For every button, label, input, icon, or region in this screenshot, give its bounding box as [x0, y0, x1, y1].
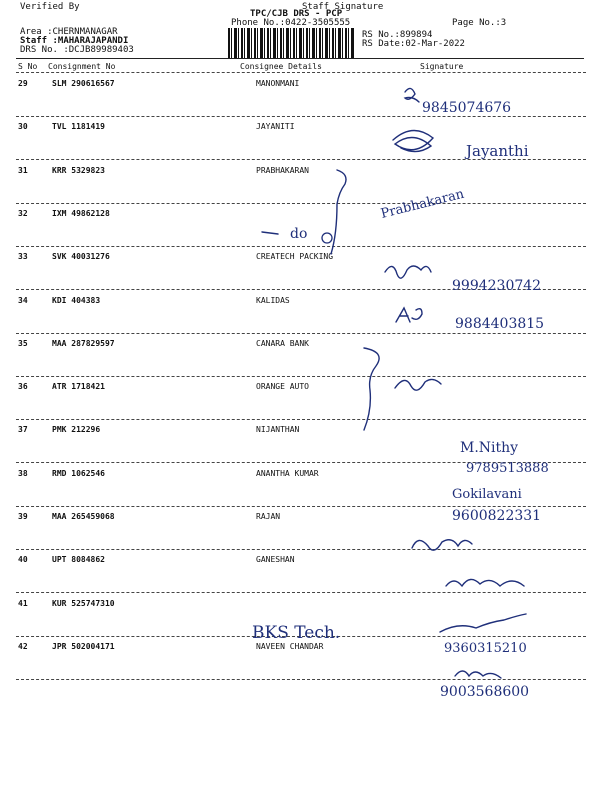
row-consignment-no: MAA 287829597	[52, 339, 115, 348]
staff-signature-label: Staff Signature	[302, 2, 384, 12]
handwritten-name-38: Gokilavani	[452, 487, 522, 502]
col-sno-header: S No	[18, 62, 38, 71]
col-consignment-header: Consignment No	[48, 62, 116, 71]
barcode	[228, 28, 355, 58]
row-divider	[16, 419, 586, 420]
handwritten-phone-38: 9600822331	[452, 508, 542, 524]
row-sno: 40	[18, 555, 28, 564]
row-sno: 31	[18, 166, 28, 175]
row-divider	[16, 636, 586, 637]
row-consignee: PRABHAKARAN	[256, 166, 309, 175]
row-consignment-no: KDI 404383	[52, 296, 101, 305]
row-consignment-no: JPR 502004171	[52, 642, 115, 651]
row-divider	[16, 506, 586, 507]
handwritten-phone-29: 9845074676	[422, 100, 512, 116]
row-divider	[16, 203, 586, 204]
row-consignee: KALIDAS	[256, 296, 290, 305]
handwritten-ditto-32: do	[290, 226, 308, 242]
handwritten-name-41: BKS Tech.	[252, 623, 341, 643]
handwritten-phone-42: 9003568600	[440, 684, 530, 700]
handwritten-name-37: M.Nithy	[460, 440, 519, 456]
row-divider	[16, 333, 586, 334]
table-row	[0, 382, 600, 424]
row-consignment-no: UPT 8084862	[52, 555, 105, 564]
row-consignment-no: RMD 1062546	[52, 469, 105, 478]
handwritten-phone-33: 9994230742	[452, 278, 542, 294]
table-row	[0, 555, 600, 597]
row-consignee: MANONMANI	[256, 79, 300, 88]
row-consignee: CREATECH PACKING	[256, 252, 334, 261]
row-divider	[16, 289, 586, 290]
row-consignee: NAVEEN CHANDAR	[256, 642, 324, 651]
col-signature-header: Signature	[420, 62, 464, 71]
row-sno: 36	[18, 382, 28, 391]
handwritten-phone-41: 9360315210	[444, 641, 527, 656]
row-sno: 39	[18, 512, 28, 521]
row-divider	[16, 592, 586, 593]
row-divider	[16, 549, 586, 550]
rs-date: RS Date:02-Mar-2022	[362, 39, 465, 49]
rs-number: RS No.:899894	[362, 30, 433, 40]
area-field: Area :CHERNMANAGAR	[20, 27, 118, 37]
row-sno: 30	[18, 122, 28, 131]
row-sno: 34	[18, 296, 28, 305]
row-divider	[16, 246, 586, 247]
row-consignment-no: PMK 212296	[52, 425, 101, 434]
row-sno: 32	[18, 209, 28, 218]
table-row	[0, 166, 600, 208]
handwritten-name-31: Prabhakaran	[379, 186, 466, 222]
handwritten-name-30: Jayanthi	[466, 142, 529, 160]
table-row	[0, 642, 600, 684]
row-sno: 29	[18, 79, 28, 88]
table-row	[0, 425, 600, 467]
table-row	[0, 296, 600, 338]
table-row	[0, 252, 600, 294]
row-consignment-no: IXM 49862128	[52, 209, 110, 218]
table-row	[0, 599, 600, 641]
row-divider	[16, 679, 586, 680]
row-divider	[16, 159, 586, 160]
table-row	[0, 469, 600, 511]
row-sno: 37	[18, 425, 28, 434]
header-rule	[16, 58, 584, 59]
row-consignment-no: SVK 40031276	[52, 252, 110, 261]
row-consignee: JAYANITI	[256, 122, 295, 131]
row-consignee: ORANGE AUTO	[256, 382, 309, 391]
verified-by-label: Verified By	[20, 2, 80, 12]
row-consignee: GANESHAN	[256, 555, 295, 564]
row-sno: 35	[18, 339, 28, 348]
staff-field: Staff :MAHARAJAPANDI	[20, 36, 129, 46]
phone-number: Phone No.:0422-3505555	[231, 18, 351, 28]
row-consignment-no: KRR 5329823	[52, 166, 105, 175]
page-number: Page No.:3	[452, 18, 507, 28]
table-row	[0, 512, 600, 554]
table-row	[0, 79, 600, 121]
column-header-rule	[16, 72, 586, 73]
row-divider	[16, 376, 586, 377]
row-sno: 38	[18, 469, 28, 478]
row-consignment-no: TVL 1181419	[52, 122, 105, 131]
handwritten-phone-34: 9884403815	[455, 316, 545, 332]
handwritten-phone-37: 9789513888	[466, 461, 549, 476]
row-sno: 41	[18, 599, 28, 608]
document-title: TPC/CJB DRS - PCP	[250, 9, 343, 19]
row-sno: 42	[18, 642, 28, 651]
drs-number: DRS No. :DCJB89989403	[20, 45, 134, 55]
row-consignment-no: SLM 290616567	[52, 79, 115, 88]
col-consignee-header: Consignee Details	[240, 62, 322, 71]
row-consignment-no: MAA 265459068	[52, 512, 115, 521]
table-row	[0, 209, 600, 251]
row-consignment-no: ATR 1718421	[52, 382, 105, 391]
row-consignee: ANANTHA KUMAR	[256, 469, 319, 478]
row-divider	[16, 462, 586, 463]
row-consignee: CANARA BANK	[256, 339, 309, 348]
table-row	[0, 339, 600, 381]
table-row	[0, 122, 600, 164]
row-consignee: RAJAN	[256, 512, 281, 521]
row-sno: 33	[18, 252, 28, 261]
row-consignment-no: KUR 525747310	[52, 599, 115, 608]
row-divider	[16, 116, 586, 117]
row-consignee: NIJANTHAN	[256, 425, 300, 434]
